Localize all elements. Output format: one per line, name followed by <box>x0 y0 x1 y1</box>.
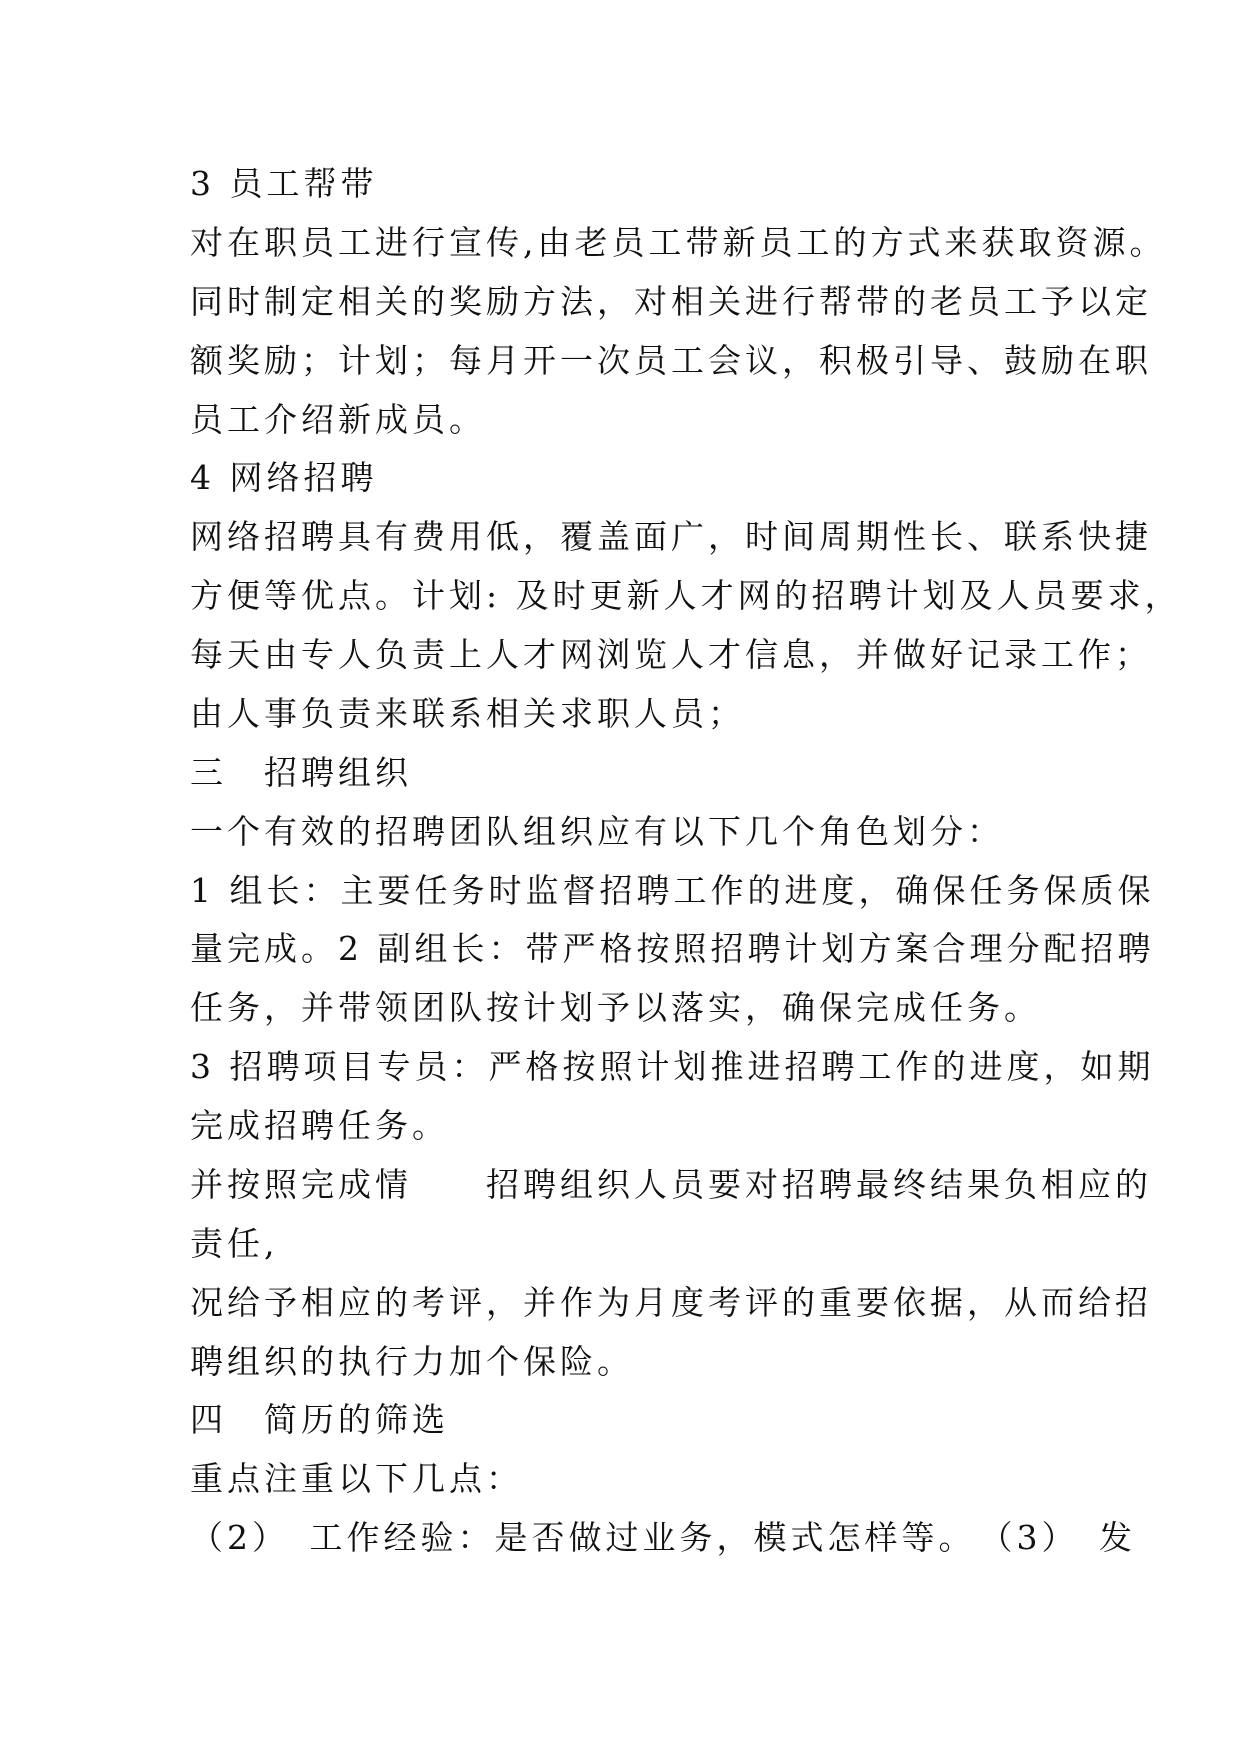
paragraph-line: 每天由专人负责上人才网浏览人才信息，并做好记录工作； <box>190 635 1152 674</box>
paragraph-line: 完成招聘任务。 <box>190 1106 449 1145</box>
paragraph-line: 并按照完成情 招聘组织人员要对招聘最终结果负相应的 <box>190 1165 1152 1204</box>
paragraph-line: 网络招聘具有费用低，覆盖面广，时间周期性长、联系快捷 <box>190 517 1152 556</box>
paragraph-line: 同时制定相关的奖励方法，对相关进行帮带的老员工予以定 <box>190 282 1152 321</box>
paragraph-line: 员工介绍新成员。 <box>190 400 486 439</box>
paragraph-line: 对在职员工进行宣传,由老员工带新员工的方式来获取资源。 <box>190 223 1167 262</box>
paragraph-line: （2） 工作经验：是否做过业务，模式怎样等。 （3） 发 <box>190 1518 1136 1557</box>
section-heading-resume-screening: 四 简历的筛选 <box>190 1400 449 1439</box>
paragraph-line: 聘组织的执行力加个保险。 <box>190 1342 634 1381</box>
paragraph-line: 1 组长：主要任务时监督招聘工作的进度，确保任务保质保 <box>190 871 1155 910</box>
paragraph-line: 重点注重以下几点： <box>190 1459 523 1498</box>
paragraph-line: 额奖励；计划；每月开一次员工会议，积极引导、鼓励在职 <box>190 341 1152 380</box>
paragraph-line: 任务，并带领团队按计划予以落实，确保完成任务。 <box>190 988 1041 1027</box>
paragraph-line: 方便等优点。计划: 及时更新人才网的招聘计划及人员要求， <box>190 576 1182 615</box>
paragraph-line: 况给予相应的考评，并作为月度考评的重要依据，从而给招 <box>190 1283 1152 1322</box>
section-heading-employee-referral: 3 员工帮带 <box>190 164 378 203</box>
section-heading-recruiting-organization: 三 招聘组织 <box>190 753 412 792</box>
paragraph-line: 一个有效的招聘团队组织应有以下几个角色划分： <box>190 812 1004 851</box>
paragraph-line: 责任, <box>190 1224 279 1263</box>
section-heading-online-recruiting: 4 网络招聘 <box>190 458 378 497</box>
paragraph-line: 3 招聘项目专员：严格按照计划推进招聘工作的进度，如期 <box>190 1047 1155 1086</box>
paragraph-line: 量完成。2 副组长：带严格按照招聘计划方案合理分配招聘 <box>190 929 1155 968</box>
paragraph-line: 由人事负责来联系相关求职人员； <box>190 694 745 733</box>
